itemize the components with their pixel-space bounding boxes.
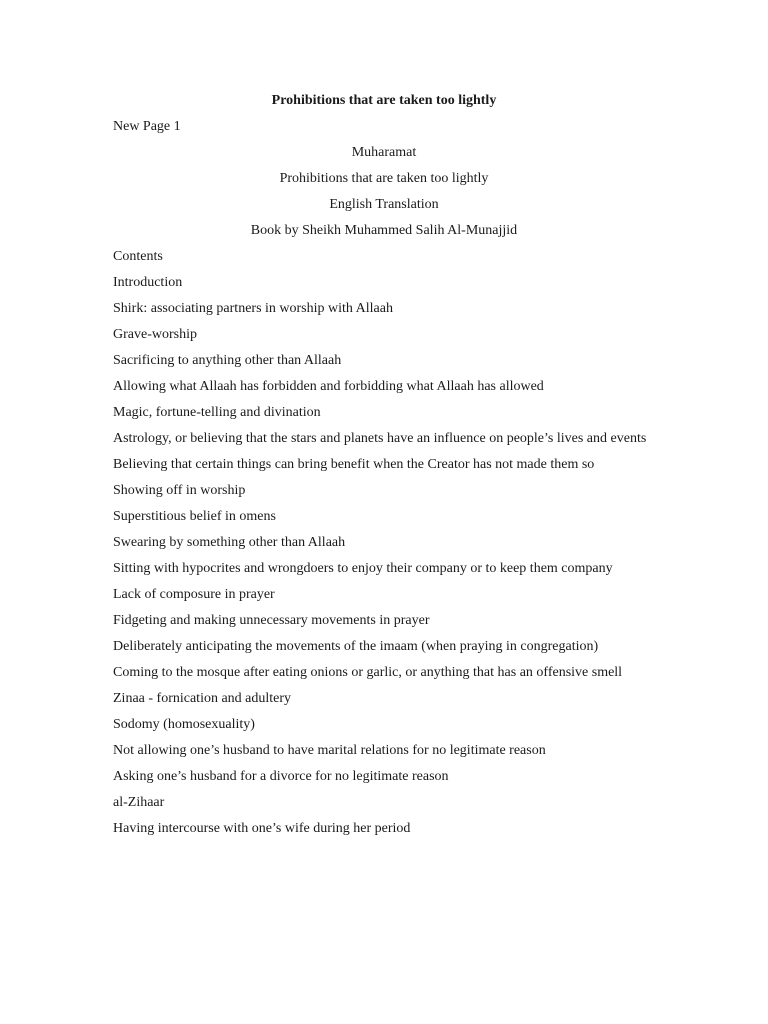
contents-item: Coming to the mosque after eating onions or garlic, or anything that has an offensive smell [113, 665, 623, 680]
contents-heading: Contents [113, 249, 163, 264]
document-title: Prohibitions that are taken too lightly [271, 93, 497, 108]
contents-item: Not allowing one’s husband to have marital relations for no legitimate reason [113, 743, 546, 758]
contents-item: Swearing by something other than Allaah [113, 535, 346, 550]
contents-list [113, 270, 655, 842]
document-page [113, 88, 655, 842]
contents-item: Fidgeting and making unnecessary movements in prayer [113, 613, 430, 628]
contents-item: Zinaa - fornication and adultery [113, 691, 292, 706]
contents-item: Allowing what Allaah has forbidden and forbidding what Allaah has allowed [113, 379, 544, 394]
contents-item: Believing that certain things can bring benefit when the Creator has not made them so [113, 457, 595, 472]
contents-item: Magic, fortune-telling and divination [113, 405, 321, 420]
contents-item: Astrology, or believing that the stars and planets have an influence on people’s lives and events [113, 431, 647, 446]
contents-item: Deliberately anticipating the movements of the imaam (when praying in congregation) [113, 639, 599, 654]
contents-item: Sacrificing to anything other than Allaah [113, 353, 342, 368]
contents-item: al-Zihaar [113, 795, 165, 810]
author-line: Book by Sheikh Muhammed Salih Al-Munajjid [250, 223, 518, 238]
book-title-english: Prohibitions that are taken too lightly [279, 171, 489, 186]
contents-item: Showing off in worship [113, 483, 246, 498]
page-label: New Page 1 [113, 119, 181, 134]
contents-item: Shirk: associating partners in worship with Allaah [113, 301, 393, 316]
contents-item: Lack of composure in prayer [113, 587, 275, 602]
contents-item: Introduction [113, 275, 183, 290]
contents-item: Sitting with hypocrites and wrongdoers to enjoy their company or to keep them company [113, 561, 613, 576]
book-title-arabic: Muharamat [351, 145, 417, 160]
contents-item: Asking one’s husband for a divorce for no legitimate reason [113, 769, 449, 784]
contents-item: Grave-worship [113, 327, 197, 342]
contents-item: Having intercourse with one’s wife during her period [113, 821, 411, 836]
contents-item: Sodomy (homosexuality) [113, 717, 255, 732]
contents-item: Superstitious belief in omens [113, 509, 276, 524]
translation-note: English Translation [329, 197, 439, 212]
